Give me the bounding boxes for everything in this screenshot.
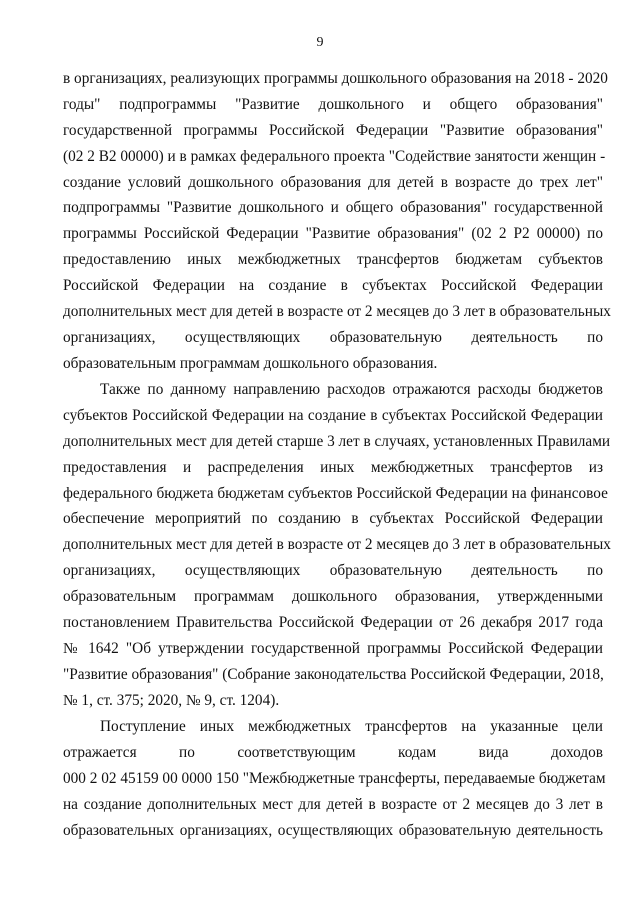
paragraph-1 [63, 66, 611, 377]
text-line: предоставлению иных межбюджетных трансфертов бюджетам субъектов [63, 251, 603, 269]
text-line: Также по данному направлению расходов отражаются расходы бюджетов [100, 381, 603, 398]
text-line: (02 2 В2 00000) и в рамках федерального проекта "Содействие занятости женщин - [63, 147, 606, 165]
text-line: годы" подпрограммы "Развитие дошкольного и общего образования" [63, 95, 603, 113]
text-line: предоставления и распределения иных межбюджетных трансфертов из [63, 458, 603, 476]
text-line: федерального бюджета бюджетам субъектов Российской Федерации на финансовое [63, 484, 608, 502]
text-line: Российской Федерации на создание в субъектах Российской Федерации [63, 277, 603, 295]
paragraph-3 [63, 714, 606, 843]
text-line: государственной программы Российской Федерации "Развитие образования" [63, 121, 603, 139]
text-line: программы Российской Федерации "Развитие образования" (02 2 Р2 00000) по [63, 225, 603, 243]
text-line: отражается по соответствующим кодам вида доходов [63, 743, 603, 761]
text-line: дополнительных мест для детей в возрасте от 2 месяцев до 3 лет в образовательных [63, 536, 611, 554]
text-line: образовательным программам дошкольного образования. [63, 354, 438, 372]
paragraph-2 [63, 377, 611, 714]
text-line: подпрограммы "Развитие дошкольного и общего образования" государственной [63, 199, 603, 217]
text-line: дополнительных мест для детей в возрасте от 2 месяцев до 3 лет в образовательных [63, 303, 611, 321]
text-line: в организациях, реализующих программы дошкольного образования на 2018 - 2020 [63, 70, 608, 87]
text-line: № 1642 "Об утверждении государственной программы Российской Федерации [63, 639, 603, 657]
page-number: 9 [316, 35, 324, 50]
text-line: субъектов Российской Федерации на создание в субъектах Российской Федерации [63, 406, 603, 424]
text-line: дополнительных мест для детей старше 3 лет в случаях, установленных Правилами [63, 432, 611, 450]
text-line: создание условий дошкольного образования для детей в возрасте до трех лет" [63, 173, 603, 191]
text-line: постановлением Правительства Российской Федерации от 26 декабря 2017 года [63, 614, 603, 632]
text-line: "Развитие образования" (Собрание законодательства Российской Федерации, 2018, [63, 665, 604, 683]
text-line: образовательным программам дошкольного образования, утвержденными [63, 588, 603, 606]
text-line: организациях, осуществляющих образовательную деятельность по [63, 328, 603, 346]
text-line: обеспечение мероприятий по созданию в субъектах Российской Федерации [63, 510, 603, 528]
text-line: организациях, осуществляющих образовательную деятельность по [63, 562, 603, 580]
text-line: Поступление иных межбюджетных трансфертов на указанные цели [100, 718, 603, 735]
text-line: № 1, ст. 375; 2020, № 9, ст. 1204). [63, 691, 280, 709]
text-line: на создание дополнительных мест для детей в возрасте от 2 месяцев до 3 лет в [63, 795, 603, 813]
text-line: образовательных организациях, осуществляющих образовательную деятельность [63, 821, 603, 839]
text-line: 000 2 02 45159 00 0000 150 "Межбюджетные трансферты, передаваемые бюджетам [63, 769, 606, 787]
